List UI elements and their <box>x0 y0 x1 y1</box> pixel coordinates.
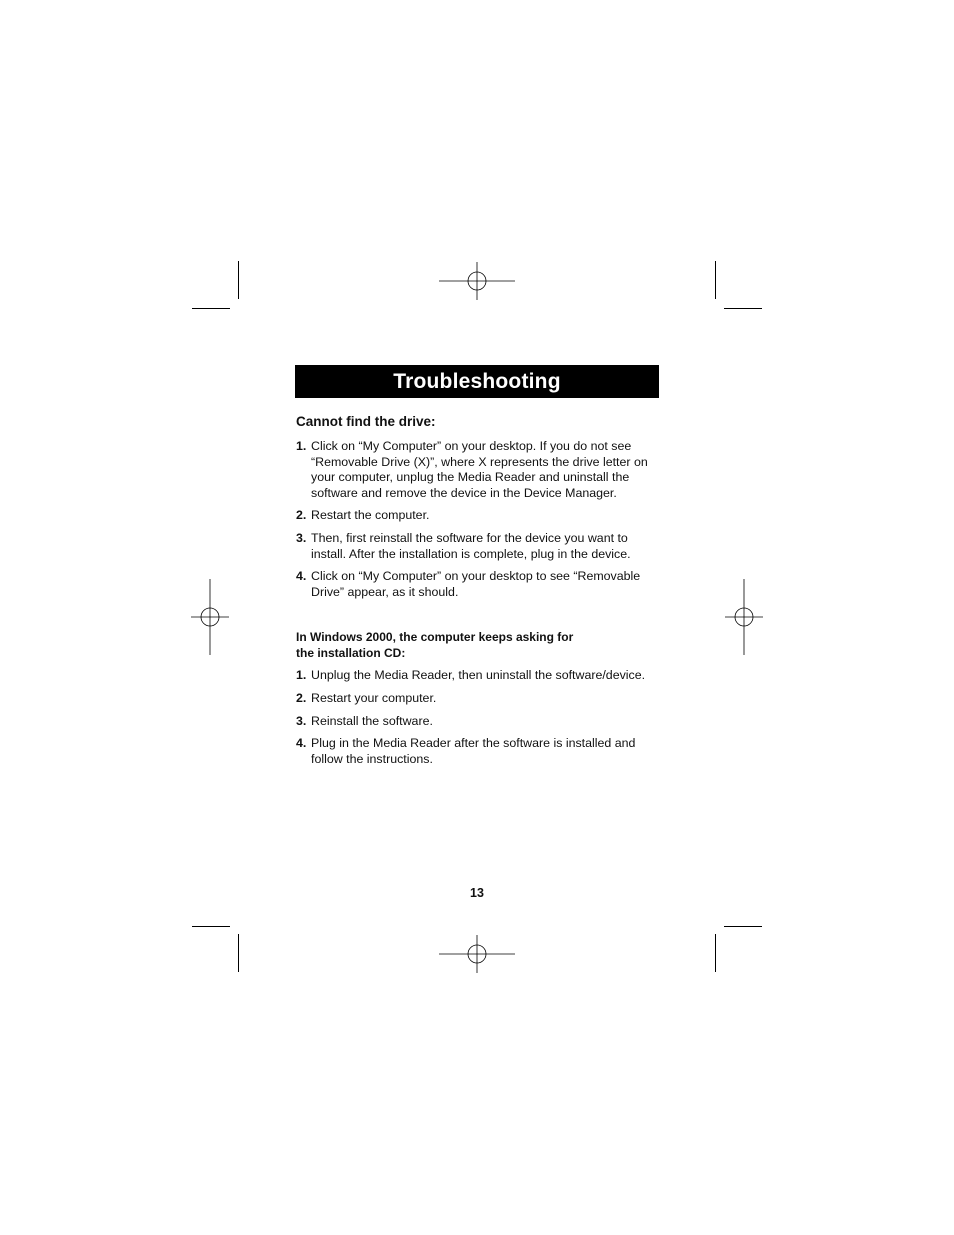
crop-mark-top-left-horizontal <box>192 308 230 309</box>
crop-mark-bottom-right-vertical <box>715 934 716 972</box>
section-heading-windows-2000 <box>296 629 666 661</box>
step-text: Restart the computer. <box>311 508 430 523</box>
step-number: 4. <box>296 736 307 751</box>
step-text: Plug in the Media Reader after the software is installed and follow the instructions. <box>311 736 636 766</box>
step-number: 3. <box>296 713 307 728</box>
step-number: 2. <box>296 508 307 523</box>
section-windows-2000 <box>296 629 666 767</box>
step-text: Reinstall the software. <box>311 713 433 728</box>
step-number: 1. <box>296 668 307 683</box>
crop-mark-bottom-left-horizontal <box>192 926 230 927</box>
step-text: Unplug the Media Reader, then uninstall the software/device. <box>311 668 646 683</box>
list-item <box>296 531 666 562</box>
step-text: Then, first reinstall the software for the device you want to install. After the installation is complete, plug in the device. <box>311 530 631 561</box>
step-number: 2. <box>296 690 307 705</box>
main-content <box>296 414 666 774</box>
list-item <box>296 714 666 730</box>
section-heading-cannot-find-drive: Cannot find the drive: <box>296 414 436 429</box>
crop-mark-bottom-left-vertical <box>238 934 239 972</box>
list-item <box>296 736 666 767</box>
step-text: Click on “My Computer” on your desktop to see “Removable Drive” appear, as it should. <box>311 569 641 599</box>
crop-mark-bottom-right-horizontal <box>724 926 762 927</box>
registration-mark-left <box>191 579 229 655</box>
page-title: Troubleshooting <box>393 369 561 393</box>
step-number: 1. <box>296 439 307 453</box>
crop-mark-top-right-vertical <box>715 261 716 299</box>
crop-mark-top-left-vertical <box>238 261 239 299</box>
list-item <box>296 508 666 524</box>
section-title-bar <box>295 365 659 398</box>
step-number: 3. <box>296 530 307 545</box>
list-item <box>296 668 666 684</box>
crop-mark-top-right-horizontal <box>724 308 762 309</box>
list-item <box>296 691 666 707</box>
registration-mark-bottom <box>439 935 515 973</box>
page-number: 13 <box>470 886 484 900</box>
registration-mark-top <box>439 262 515 300</box>
list-item <box>296 569 666 600</box>
heading-line-1: In Windows 2000, the computer keeps asking for <box>296 630 574 645</box>
step-number: 4. <box>296 569 307 584</box>
steps-list-windows-2000 <box>296 668 666 767</box>
heading-line-2: the installation CD: <box>296 646 406 661</box>
step-text: Restart your computer. <box>311 690 437 705</box>
registration-mark-right <box>725 579 763 655</box>
step-text: Click on “My Computer” on your desktop. If you do not see “Removable Drive (X)”, where X represents the drive letter on your computer, unplug the Media Reader and uninstall the software and remove the device in the Device Manager. <box>311 439 648 500</box>
list-item <box>296 439 666 501</box>
steps-list-cannot-find-drive <box>296 439 666 600</box>
